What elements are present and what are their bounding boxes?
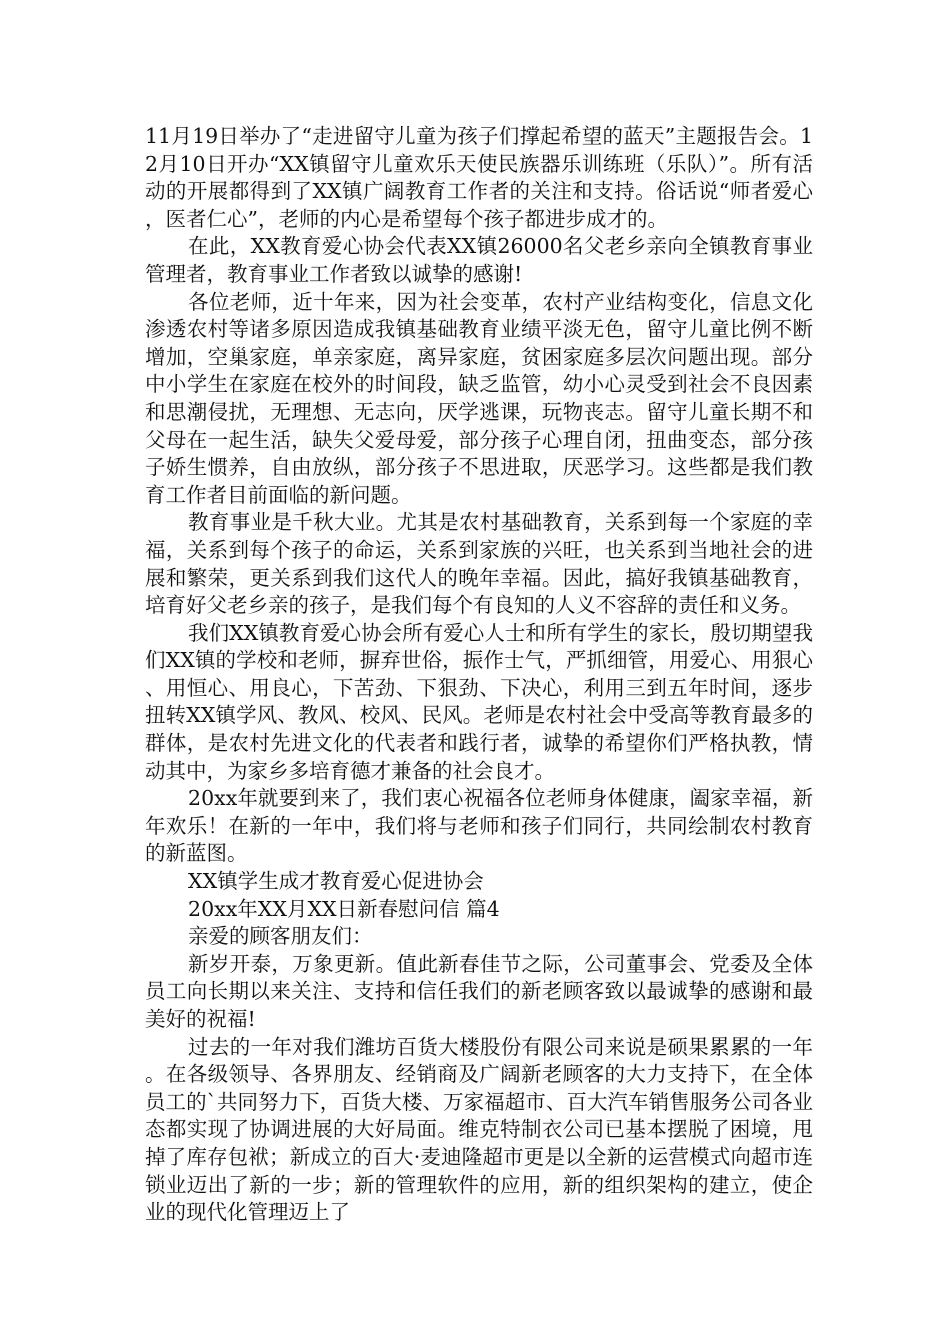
- salutation: 亲爱的顾客朋友们：: [188, 924, 373, 949]
- paragraph: 我们XX镇教育爱心协会所有爱心人士和所有学生的家长，殷切期望我们XX镇的学校和老师，摒弃世俗，振作士气，严抓细管，用爱心、用狠心、用恒心、用良心，下苦劲、下狠劲、下决心，利用三到五年时间，逐步扭转XX镇学风、教风、校风、民风。老师是农村社会中受高等教育最多的群体，是农村先进文化的代表者和践行者，诚挚的希望你们严格执教，情动其中，为家乡多培育德才兼备的社会良才。: [145, 620, 813, 783]
- section-heading: 20xx年XX月XX日新春慰问信 篇4: [188, 896, 500, 921]
- paragraph: 在此，XX教育爱心协会代表XX镇26000名父老乡亲向全镇教育事业管理者，教育事业工作者致以诚挚的感谢!: [145, 234, 813, 286]
- paragraph: 11月19日举办了“走进留守儿童为孩子们撑起希望的蓝天”主题报告会。12月10日开办“XX镇留守儿童欢乐天使民族器乐训练班（乐队）”。所有活动的开展都得到了XX镇广阔教育工作者的关注和支持。俗话说“师者爱心，医者仁心”，老师的内心是希望每个孩子都进步成才的。: [145, 124, 813, 231]
- signature-organization: XX镇学生成才教育爱心促进协会: [188, 869, 484, 894]
- paragraph: 新岁开泰，万象更新。值此新春佳节之际，公司董事会、党委及全体员工向长期以来关注、支持和信任我们的新老顾客致以最诚挚的感谢和最美好的祝福!: [145, 951, 813, 1031]
- paragraph: 过去的一年对我们潍坊百货大楼股份有限公司来说是硕果累累的一年。在各级领导、各界朋友、经销商及广阔新老顾客的大力支持下，在全体员工的`共同努力下，百货大楼、万家福超市、百大汽车销售服务公司各业态都实现了协调进展的大好局面。维克特制衣公司已基本摆脱了困境，甩掉了库存包袱；新成立的百大·麦迪隆超市更是以全新的运营模式向超市连锁业迈出了新的一步；新的管理软件的应用，新的组织架构的建立，使企业的现代化管理迈上了: [145, 1034, 813, 1225]
- paragraph: 各位老师，近十年来，因为社会变革，农村产业结构变化，信息文化渗透农村等诸多原因造成我镇基础教育业绩平淡无色，留守儿童比例不断增加，空巢家庭，单亲家庭，离异家庭，贫困家庭多层次问题出现。部分中小学生在家庭在校外的时间段，缺乏监管，幼小心灵受到社会不良因素和思潮侵扰，无理想、无志向，厌学逃课，玩物丧志。留守儿童长期不和父母在一起生活，缺失父爱母爱，部分孩子心理自闭，扭曲变态，部分孩子娇生惯养，自由放纵，部分孩子不思进取，厌恶学习。这些都是我们教育工作者目前面临的新问题。: [145, 289, 813, 507]
- document-body: [145, 123, 813, 1227]
- paragraph: 20xx年就要到来了，我们衷心祝福各位老师身体健康，阖家幸福，新年欢乐！在新的一年中，我们将与老师和孩子们同行，共同绘制农村教育的新蓝图。: [145, 786, 813, 866]
- paragraph: 教育事业是千秋大业。尤其是农村基础教育，关系到每一个家庭的幸福，关系到每个孩子的命运，关系到家族的兴旺，也关系到当地社会的进展和繁荣，更关系到我们这代人的晚年幸福。因此，搞好我镇基础教育，培育好父老乡亲的孩子，是我们每个有良知的人义不容辞的责任和义务。: [145, 510, 813, 618]
